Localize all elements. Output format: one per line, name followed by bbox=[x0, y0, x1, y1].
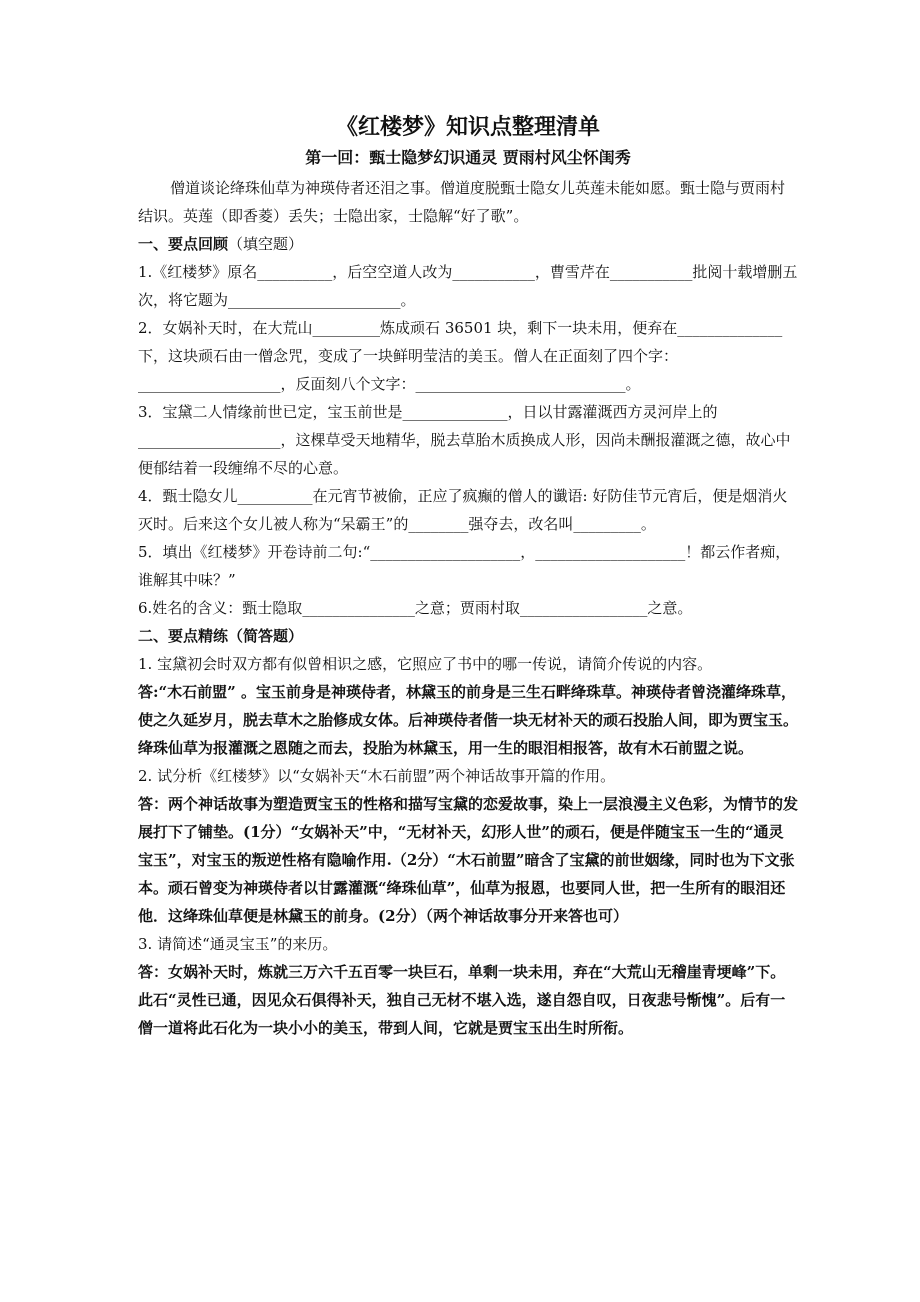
section1-heading-text: 一、要点回顾 bbox=[138, 235, 229, 253]
question-3: 3. 请简述“通灵宝玉”的来历。 bbox=[138, 935, 338, 953]
section1-heading-note: （填空题） bbox=[228, 235, 304, 253]
section1-heading bbox=[138, 230, 798, 258]
fill-blank-item-3: 3．宝黛二人情缘前世已定，宝玉前世是______________，日以甘露灌溉西方灵河岸上的___________________，这棵草受天地精华，脱去草胎木质换成人形，因尚未酬报灌溉之德，故心中便郁结着一段缠绵不尽的心意。 bbox=[138, 403, 791, 477]
fill-blank-item-4: 4．甄士隐女儿__________在元宵节被偷，正应了疯癫的僧人的谶语: 好防佳节元宵后，便是烟消火灭时。后来这个女儿被人称为“呆霸王”的________强夺去，改名叫_________。 bbox=[138, 487, 788, 533]
answer-1: 答:“木石前盟” 。宝玉前身是神瑛侍者，林黛玉的前身是三生石畔绛珠草。神瑛侍者曾浇灌绛珠草，使之久延岁月，脱去草木之胎修成女体。后神瑛侍者偕一块无材补天的顽石投胎人间，即为贾宝玉。绛珠仙草为报灌溉之恩随之而去，投胎为林黛玉，用一生的眼泪相报答，故有木石前盟之说。 bbox=[138, 683, 799, 757]
answer-2: 答：两个神话故事为塑造贾宝玉的性格和描写宝黛的恋爱故事，染上一层浪漫主义色彩，为情节的发展打下了铺垫。(1分）“女娲补天”中，“无材补天，幻形人世”的顽石，便是伴随宝玉一生的“通灵宝玉”，对宝玉的叛逆性格有隐喻作用.（2分）“木石前盟”暗含了宝黛的前世姻缘，同时也为下文张本。顽石曾变为神瑛侍者以甘露灌溉“绛珠仙草”，仙草为报恩，也要同人世，把一生所有的眼泪还他．这绛珠仙草便是林黛玉的前身。(2分）（两个神话故事分开来答也可） bbox=[138, 795, 799, 925]
chapter-subtitle: 第一回：甄士隐梦幻识通灵 贾雨村风尘怀闺秀 bbox=[305, 148, 631, 167]
question-2: 2. 试分析《红楼梦》以“女娲补天“木石前盟”两个神话故事开篇的作用。 bbox=[138, 767, 616, 785]
fill-blank-item-1: 1.《红楼梦》原名__________，后空空道人改为___________，曹雪芹在___________批阅十载增删五次，将它题为_______________________。 bbox=[138, 263, 798, 309]
fill-blank-item-2: 2．女娲补天时，在大荒山_________炼成顽石 36501 块，剩下一块未用，便弃在______________下，这块顽石由一僧念咒，变成了一块鲜明莹洁的美玉。僧人在正面刻了四个字：___________________，反面刻八个文字：____________________________。 bbox=[138, 319, 783, 393]
fill-blank-item-5: 5．填出《红楼梦》开卷诗前二句:“____________________，____________________！都云作者痴，谁解其中味？” bbox=[138, 543, 791, 589]
answer-3: 答：女娲补天时，炼就三万六千五百零一块巨石，单剩一块未用，弃在“大荒山无稽崖青埂峰”下。此石“灵性已通，因见众石俱得补天，独自己无材不堪入选，遂自怨自叹，日夜悲号惭愧”。后有一僧一道将此石化为一块小小的美玉，带到人间，它就是贾宝玉出生时所衔。 bbox=[138, 963, 786, 1037]
document-body bbox=[138, 174, 798, 1042]
page-title: 《红楼梦》知识点整理清单 bbox=[335, 114, 600, 140]
question-1: 1. 宝黛初会时双方都有似曾相识之感，它照应了书中的哪一传说，请简介传说的内容。 bbox=[138, 655, 713, 673]
section2-heading: 二、要点精练（简答题） bbox=[138, 627, 304, 645]
chapter-summary: 僧道谈论绛珠仙草为神瑛侍者还泪之事。僧道度脱甄士隐女儿英莲未能如愿。甄士隐与贾雨村结识。英莲（即香菱）丢失；士隐出家，士隐解“好了歌”。 bbox=[138, 179, 786, 225]
fill-blank-item-6: 6.姓名的含义：甄士隐取_______________之意；贾雨村取_________________之意。 bbox=[138, 599, 693, 617]
